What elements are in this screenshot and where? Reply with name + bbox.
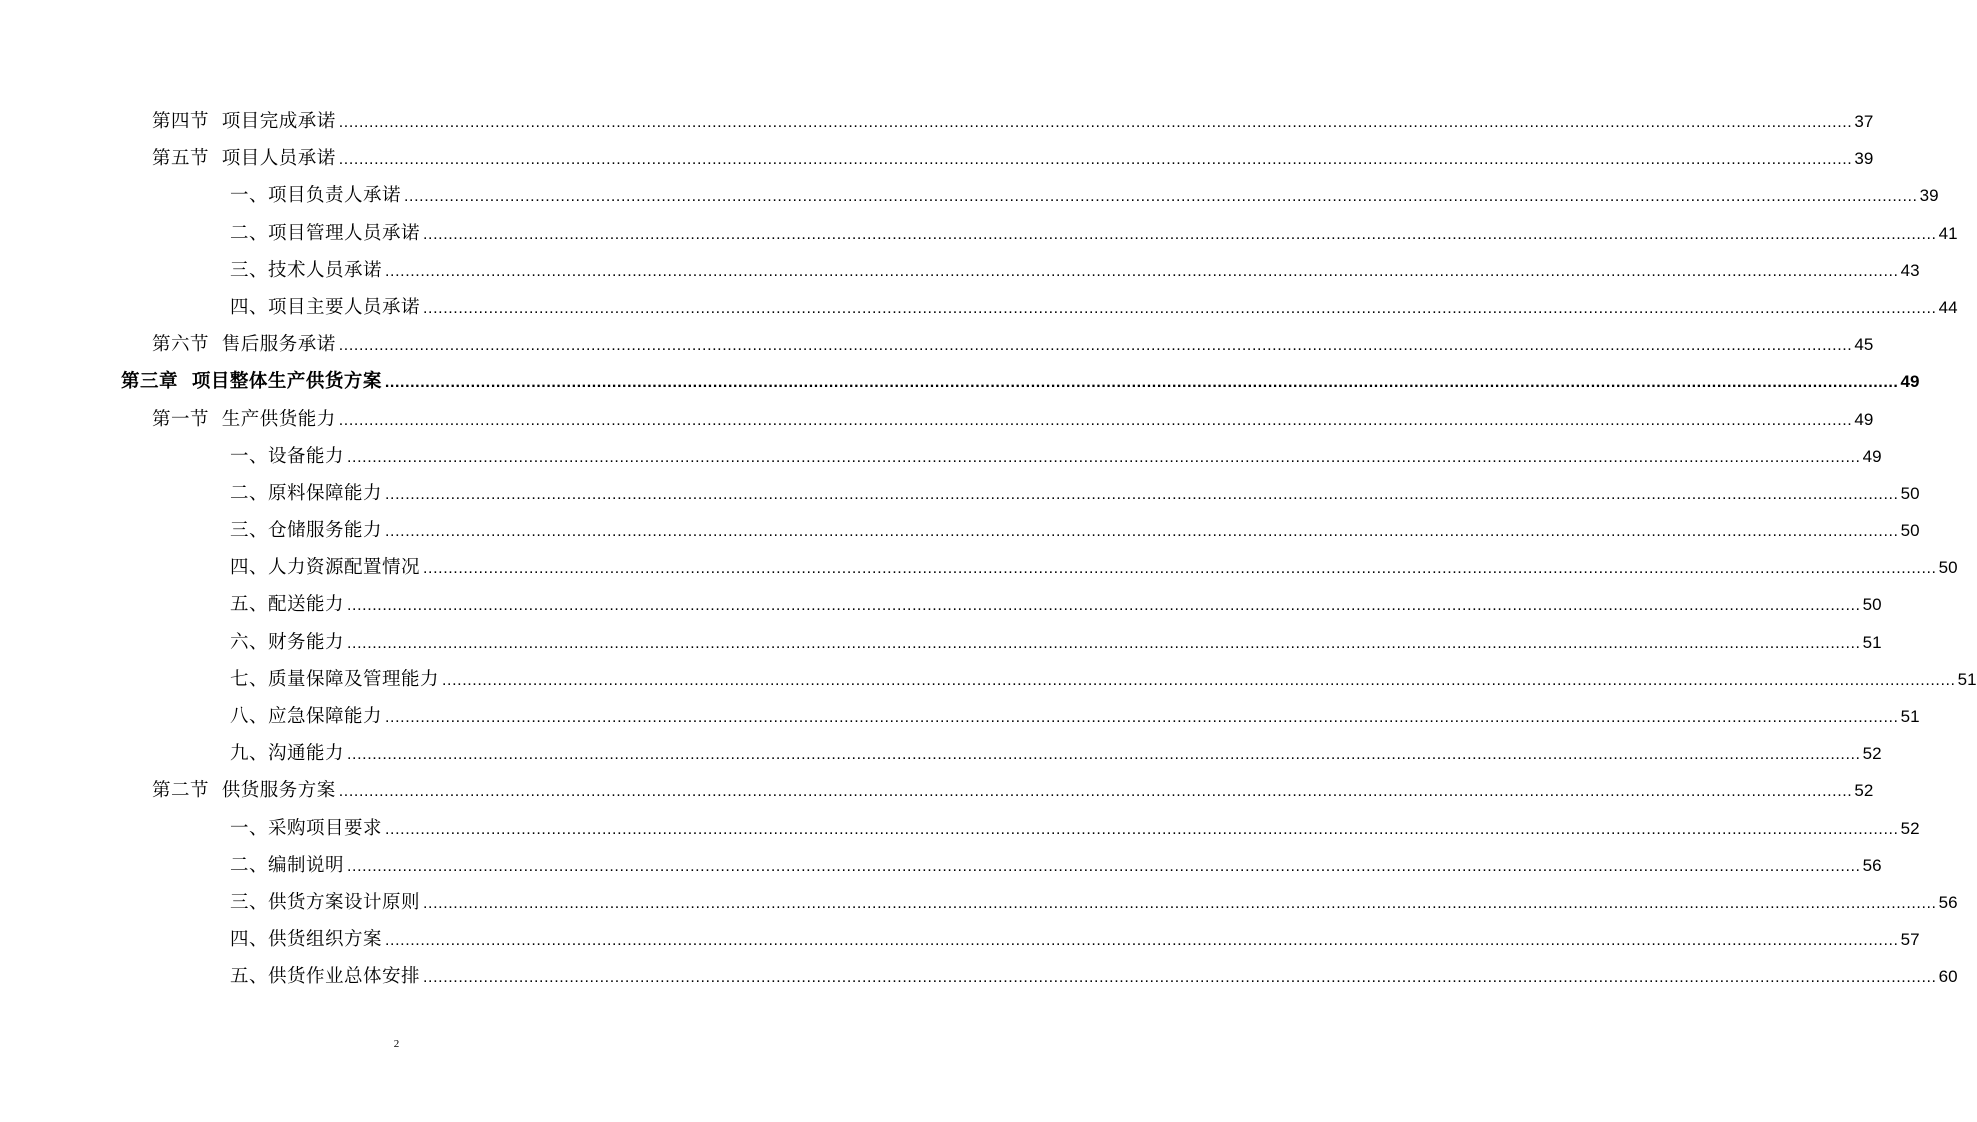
toc-entry-title: 四、人力资源配置情况 (230, 557, 421, 579)
toc-entry[interactable] (0, 438, 1882, 475)
toc-entry-title: 二、编制说明 (230, 854, 345, 876)
toc-entry[interactable] (0, 958, 1958, 995)
toc-entry-title: 五、配送能力 (230, 594, 345, 616)
toc-entry[interactable] (0, 624, 1882, 661)
toc-leader-dots: ............................................................................................................................................................................................................................................................................................................ (385, 932, 1899, 950)
toc-entry[interactable] (0, 252, 1920, 289)
toc-leader-dots: ............................................................................................................................................................................................................................................................................................................ (423, 299, 1937, 317)
toc-leader-dots: ............................................................................................................................................................................................................................................................................................................ (347, 597, 1861, 615)
toc-entry[interactable] (0, 735, 1882, 772)
toc-leader-dots: ............................................................................................................................................................................................................................................................................................................ (423, 225, 1937, 243)
toc-entry-page-number: 37 (1854, 112, 1874, 131)
toc-entry[interactable] (0, 512, 1920, 549)
toc-entry-page-number: 39 (1854, 149, 1874, 169)
toc-entry-page-number: 52 (1854, 781, 1874, 801)
toc-entry-title: 六、财务能力 (230, 631, 345, 653)
toc-entry[interactable] (0, 661, 1977, 698)
toc-entry-page-number: 50 (1862, 595, 1882, 615)
toc-entry-page-number: 57 (1900, 930, 1920, 950)
toc-entry-page-number: 49 (1854, 409, 1874, 429)
toc-entry[interactable] (0, 549, 1958, 586)
toc-entry[interactable] (0, 810, 1920, 847)
toc-leader-dots: ............................................................................................................................................................................................................................................................................................................ (338, 337, 1853, 355)
toc-entry-page-number: 56 (1862, 855, 1882, 875)
toc-leader-dots: ............................................................................................................................................................................................................................................................................................................ (423, 560, 1937, 578)
toc-entry-title: 三、供货方案设计原则 (230, 891, 421, 913)
toc-entry-title: 一、项目负责人承诺 (230, 185, 402, 207)
toc-entry-page-number: 51 (1900, 707, 1920, 726)
toc-entry[interactable] (0, 586, 1882, 623)
toc-entry[interactable] (0, 698, 1920, 735)
toc-leader-dots: ............................................................................................................................................................................................................................................................................................................ (385, 820, 1899, 838)
toc-entry-title: 第六节 售后服务承诺 (152, 334, 336, 356)
toc-entry-title: 五、供货作业总体安排 (230, 966, 421, 988)
toc-entry[interactable] (0, 921, 1920, 958)
toc-entry[interactable] (0, 847, 1882, 884)
toc-entry[interactable] (0, 401, 1874, 438)
toc-entry-title: 四、供货组织方案 (230, 929, 383, 951)
toc-leader-dots: ............................................................................................................................................................................................................................................................................................................ (404, 188, 1918, 206)
toc-entry-page-number: 50 (1900, 521, 1920, 541)
toc-entry-page-number: 51 (1957, 669, 1977, 689)
toc-leader-dots: ............................................................................................................................................................................................................................................................................................................ (384, 374, 1899, 392)
toc-entry[interactable] (0, 289, 1958, 326)
toc-entry[interactable] (0, 215, 1958, 252)
toc-leader-dots: ............................................................................................................................................................................................................................................................................................................ (347, 634, 1861, 652)
toc-entry[interactable] (0, 363, 1920, 400)
toc-entry-page-number: 43 (1900, 260, 1920, 280)
toc-leader-dots: ............................................................................................................................................................................................................................................................................................................ (423, 894, 1937, 912)
toc-entry-title: 第二节 供货服务方案 (152, 780, 336, 802)
toc-entry-page-number: 39 (1919, 186, 1939, 206)
toc-entry-title: 四、项目主要人员承诺 (230, 296, 421, 318)
toc-entry-page-number: 49 (1862, 446, 1882, 466)
toc-leader-dots: ............................................................................................................................................................................................................................................................................................................ (423, 969, 1937, 987)
toc-entry[interactable] (0, 177, 1939, 214)
toc-entry-title: 九、沟通能力 (230, 743, 345, 765)
toc-entry-title: 三、仓储服务能力 (230, 520, 383, 542)
toc-entry-title: 第三章 项目整体生产供货方案 (121, 371, 382, 393)
toc-entry-title: 第四节 项目完成承诺 (152, 111, 336, 132)
toc-entry[interactable] (0, 475, 1920, 512)
toc-leader-dots: ............................................................................................................................................................................................................................................................................................................ (347, 857, 1861, 875)
toc-leader-dots: ............................................................................................................................................................................................................................................................................................................ (338, 411, 1853, 429)
toc-entry-page-number: 52 (1862, 744, 1882, 764)
toc-entry-page-number: 51 (1862, 632, 1882, 652)
toc-entry-title: 七、质量保障及管理能力 (230, 668, 440, 690)
toc-entry-page-number: 52 (1900, 818, 1920, 838)
toc-entry[interactable] (0, 884, 1958, 921)
toc-leader-dots: ............................................................................................................................................................................................................................................................................................................ (338, 151, 1853, 169)
page-number: 2 (393, 1038, 400, 1050)
toc-entry-page-number: 44 (1938, 297, 1958, 317)
toc-entry-title: 八、应急保障能力 (230, 706, 383, 727)
toc-entry[interactable] (0, 772, 1874, 809)
toc-entry-page-number: 50 (1900, 483, 1920, 503)
toc-entry-page-number: 45 (1854, 335, 1874, 355)
toc-entry-page-number: 50 (1938, 558, 1958, 578)
toc-entry-page-number: 49 (1900, 372, 1920, 392)
toc-entry-title: 一、采购项目要求 (230, 817, 383, 839)
toc-entry-page-number: 56 (1938, 892, 1958, 912)
table-of-contents (0, 103, 1977, 996)
toc-leader-dots: ............................................................................................................................................................................................................................................................................................................ (385, 523, 1899, 541)
toc-entry[interactable] (0, 103, 1874, 140)
toc-entry-title: 二、原料保障能力 (230, 482, 383, 504)
toc-entry-title: 一、设备能力 (230, 445, 345, 467)
toc-leader-dots: ............................................................................................................................................................................................................................................................................................................ (385, 485, 1899, 503)
toc-entry-title: 第五节 项目人员承诺 (152, 148, 336, 170)
toc-leader-dots: ............................................................................................................................................................................................................................................................................................................ (347, 746, 1861, 764)
toc-entry-page-number: 41 (1938, 223, 1958, 243)
toc-entry-page-number: 60 (1938, 967, 1958, 987)
toc-leader-dots: ............................................................................................................................................................................................................................................................................................................ (442, 671, 1956, 689)
toc-leader-dots: ............................................................................................................................................................................................................................................................................................................ (347, 448, 1861, 466)
toc-entry[interactable] (0, 326, 1874, 363)
toc-entry[interactable] (0, 140, 1874, 177)
toc-leader-dots: ............................................................................................................................................................................................................................................................................................................ (338, 783, 1853, 801)
toc-leader-dots: ............................................................................................................................................................................................................................................................................................................ (385, 262, 1899, 280)
toc-leader-dots: ............................................................................................................................................................................................................................................................................................................ (385, 709, 1899, 726)
toc-entry-title: 三、技术人员承诺 (230, 259, 383, 281)
toc-entry-title: 二、项目管理人员承诺 (230, 222, 421, 244)
toc-leader-dots: ............................................................................................................................................................................................................................................................................................................ (338, 114, 1853, 131)
toc-entry-title: 第一节 生产供货能力 (152, 408, 336, 430)
